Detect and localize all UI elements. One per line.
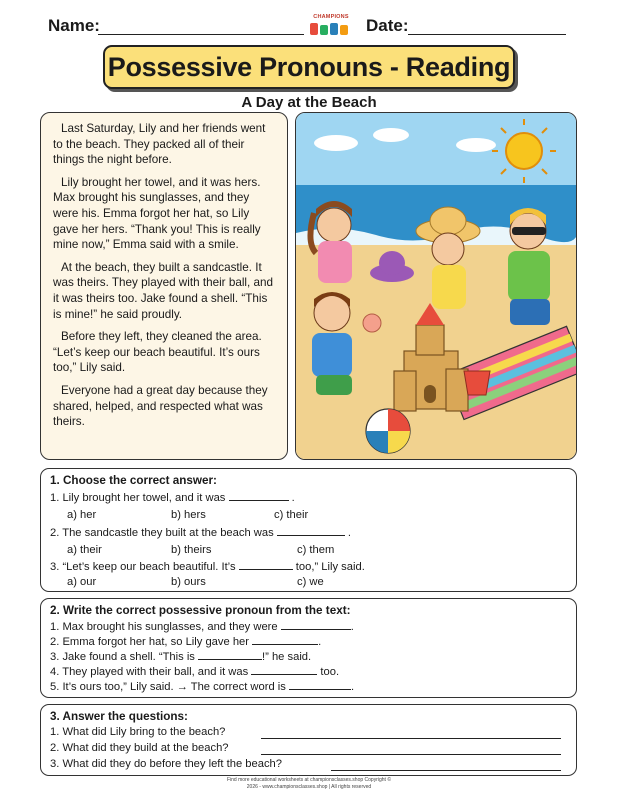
s3-q2-text: What did they build at the beach?: [62, 742, 229, 754]
s1-q3-option-b[interactable]: b) ours: [171, 576, 206, 588]
name-label: Name:: [48, 16, 100, 35]
s1-q2-option-c[interactable]: c) them: [297, 544, 335, 556]
s1-q1-blank[interactable]: [229, 491, 289, 501]
s2-q2-blank[interactable]: [252, 635, 318, 645]
story-paragraph-4: Before they left, they cleaned the area. “Let’s keep our beach beautiful. It’s ours too,” Lily said.: [53, 330, 262, 375]
s2-q5-blank[interactable]: [289, 680, 351, 690]
title-banner: [103, 45, 515, 89]
story-paragraph-5: Everyone had a great day because they shared, helped, and respected what was theirs.: [53, 383, 268, 429]
s1-q3-after: too,” Lily said.: [295, 561, 365, 573]
story-paragraph-1: Last Saturday, Lily and her friends went to the beach. They packed all of their things the night before.: [53, 122, 266, 167]
date-field[interactable]: [408, 34, 566, 35]
s2-q2-text: Emma forgot her hat, so Lily gave her: [62, 636, 250, 648]
s1-question-1: [50, 491, 295, 504]
section-answer-questions: [40, 704, 577, 776]
beach-scene-illustration: [295, 112, 577, 460]
s1-q2-option-b[interactable]: b) theirs: [171, 544, 212, 556]
s3-q3-number: 3.: [50, 758, 60, 770]
section-choose-answer: [40, 468, 577, 592]
s1-q1-option-a[interactable]: a) her: [67, 509, 97, 521]
s2-q3-number: 3.: [50, 651, 60, 663]
s2-q5-after: .: [350, 681, 355, 693]
beach-scene-icon: [296, 113, 577, 460]
s2-question-4: [50, 665, 339, 678]
s3-q2-number: 2.: [50, 742, 60, 754]
header-row: [26, 14, 596, 40]
s3-q3-answer-line[interactable]: [331, 761, 561, 771]
s3-q1-text: What did Lily bring to the beach?: [62, 726, 226, 738]
s1-q2-text: The sandcastle they built at the beach was: [62, 527, 274, 539]
s1-q2-number: 2.: [50, 527, 60, 539]
s1-q3-blank[interactable]: [239, 560, 293, 570]
s1-q2-option-a[interactable]: a) their: [67, 544, 102, 556]
s2-q5-text: It’s ours too,” Lily said. → The correct word is: [62, 681, 286, 693]
date-label: Date:: [366, 16, 409, 35]
s1-q1-option-b[interactable]: b) hers: [171, 509, 206, 521]
s2-q4-text: They played with their ball, and it was: [62, 666, 249, 678]
section-1-title: 1. Choose the correct answer:: [50, 474, 217, 487]
s2-q1-number: 1.: [50, 621, 60, 633]
s2-q4-after: too.: [320, 666, 340, 678]
section-3-title: 3. Answer the questions:: [50, 710, 188, 723]
s2-q4-number: 4.: [50, 666, 60, 678]
story-box: [40, 112, 288, 460]
section-2-title: 2. Write the correct possessive pronoun from the text:: [50, 604, 351, 617]
brand-logo: [302, 14, 360, 40]
s3-question-1: [50, 726, 225, 738]
s2-q1-text: Max brought his sunglasses, and they were: [62, 621, 278, 633]
s1-q1-after: .: [291, 492, 295, 504]
s1-q3-option-a[interactable]: a) our: [67, 576, 97, 588]
s2-q4-blank[interactable]: [251, 665, 317, 675]
s2-question-3: [50, 650, 311, 663]
s3-question-2: [50, 742, 229, 754]
s2-q2-after: .: [318, 636, 322, 648]
s2-q2-number: 2.: [50, 636, 60, 648]
s2-q1-after: .: [350, 621, 354, 633]
logo-icon: [302, 14, 360, 40]
s3-q3-text: What did they do before they left the beach?: [62, 758, 282, 770]
s2-q1-blank[interactable]: [281, 620, 351, 630]
s1-q3-text: “Let’s keep our beach beautiful. It’s: [62, 561, 236, 573]
s1-q1-number: 1.: [50, 492, 60, 504]
s2-q3-text: Jake found a shell. “This is: [62, 651, 195, 663]
s1-question-2: [50, 526, 351, 539]
story-paragraph-3: At the beach, they built a sandcastle. It was theirs. They played with their ball, and it was theirs too. Jake found a shell. “This is mine!” he said proudly.: [53, 260, 274, 321]
s1-q2-blank[interactable]: [277, 526, 345, 536]
s2-question-5: [50, 680, 354, 693]
footer: [0, 777, 618, 791]
s3-q2-answer-line[interactable]: [261, 745, 561, 755]
s3-question-3: [50, 758, 282, 770]
page-subtitle: A Day at the Beach: [241, 94, 377, 111]
s1-q1-option-c[interactable]: c) their: [274, 509, 309, 521]
footer-line-2: 2026 - www.championsclasses.shop | All rights reserved: [246, 784, 372, 790]
footer-line-1: Find more educational worksheets at championsclasses.shop Copyright ©: [226, 777, 392, 783]
s2-question-1: [50, 620, 354, 633]
logo-text: CHAMPIONS: [313, 14, 349, 20]
s3-q1-answer-line[interactable]: [261, 729, 561, 739]
story-paragraph-2: Lily brought her towel, and it was hers. Max brought his sunglasses, and they were his. Emma forgot her hat, so Lily gave her hers. “Thank you! This is really mine now,” Emma said with a smile.: [53, 175, 261, 252]
s2-question-2: [50, 635, 321, 648]
s2-q3-after: !” he said.: [262, 651, 312, 663]
s1-question-3: [50, 560, 365, 573]
section-write-pronoun: [40, 598, 577, 698]
s2-q5-number: 5.: [50, 681, 60, 693]
name-field[interactable]: [98, 34, 304, 35]
s3-q1-number: 1.: [50, 726, 60, 738]
page-title: Possessive Pronouns - Reading: [107, 51, 511, 82]
s1-q3-number: 3.: [50, 561, 60, 573]
s1-q2-after: .: [347, 527, 352, 539]
s1-q1-text: Lily brought her towel, and it was: [62, 492, 226, 504]
s2-q3-blank[interactable]: [198, 650, 262, 660]
s1-q3-option-c[interactable]: c) we: [297, 576, 324, 588]
